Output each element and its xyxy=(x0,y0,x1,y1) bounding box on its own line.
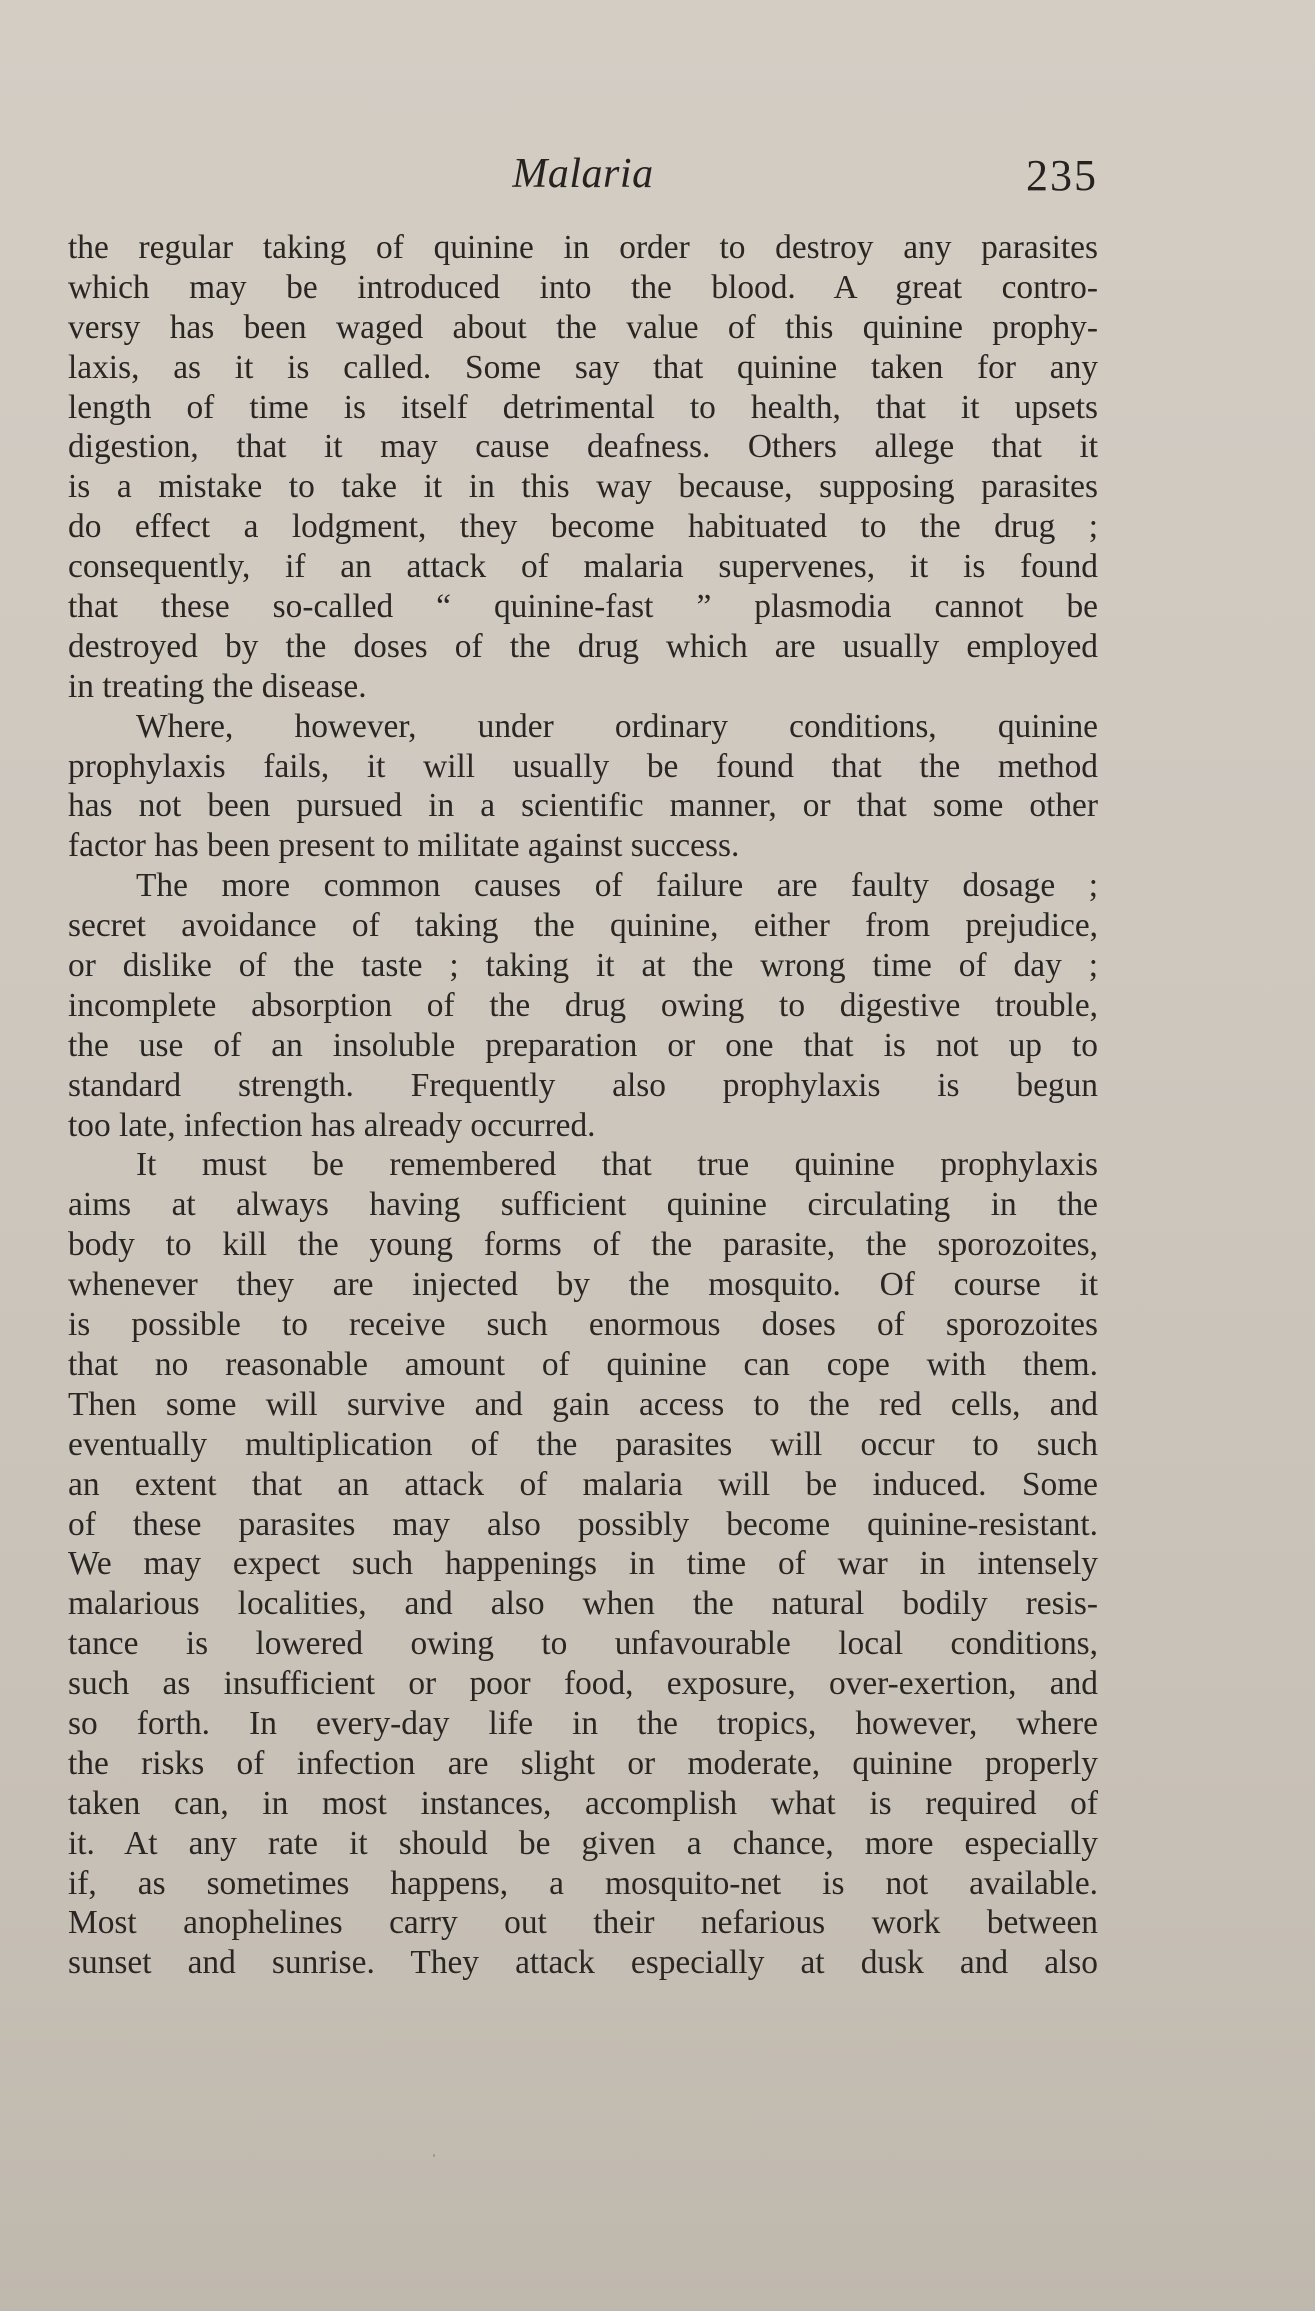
text-line: factor has been present to militate against success. xyxy=(68,827,740,865)
text-line: the use of an insoluble preparation or one that is not up to xyxy=(68,1026,1098,1064)
text-line: digestion, that it may cause deafness. Others allege that it xyxy=(68,428,1098,466)
running-title: Malaria xyxy=(512,151,654,197)
text-line: that these so-called “ quinine-fast ” plasmodia cannot be xyxy=(68,588,1098,626)
text-line: versy has been waged about the value of this quinine prophy- xyxy=(68,308,1098,346)
text-line: or dislike of the taste ; taking it at the wrong time of day ; xyxy=(68,947,1098,985)
text-line: prophylaxis fails, it will usually be found that the method xyxy=(68,747,1098,785)
text-line: We may expect such happenings in time of war in intensely xyxy=(68,1545,1098,1583)
text-line: standard strength. Frequently also prophylaxis is begun xyxy=(68,1066,1098,1104)
text-line: laxis, as it is called. Some say that quinine taken for any xyxy=(68,348,1098,386)
text-line: destroyed by the doses of the drug which are usually employed xyxy=(68,627,1098,665)
text-line: in treating the disease. xyxy=(68,667,367,705)
text-line: so forth. In every-day life in the tropics, however, where xyxy=(68,1704,1098,1742)
text-line: too late, infection has already occurred. xyxy=(68,1106,596,1144)
text-line: is possible to receive such enormous doses of sporozoites xyxy=(68,1306,1098,1344)
text-line: taken can, in most instances, accomplish what is required of xyxy=(68,1784,1098,1822)
text-line: such as insufficient or poor food, exposure, over-exertion, and xyxy=(68,1665,1098,1703)
text-line: the regular taking of quinine in order to destroy any parasites xyxy=(68,229,1098,266)
body-text xyxy=(68,228,1098,1983)
paragraph-first-line: Where, however, under ordinary conditions, quinine xyxy=(136,707,1098,745)
text-line: secret avoidance of taking the quinine, either from prejudice, xyxy=(68,907,1098,945)
text-line: the risks of infection are slight or moderate, quinine properly xyxy=(68,1744,1098,1782)
text-line: body to kill the young forms of the parasite, the sporozoites, xyxy=(68,1226,1098,1264)
text-line: length of time is itself detrimental to health, that it upsets xyxy=(68,388,1098,426)
text-line: if, as sometimes happens, a mosquito-net is not available. xyxy=(68,1864,1098,1902)
running-head xyxy=(68,150,1098,210)
text-line: sunset and sunrise. They attack especially at dusk and also xyxy=(68,1944,1098,1982)
text-line: do effect a lodgment, they become habituated to the drug ; xyxy=(68,508,1098,546)
paragraph-first-line: It must be remembered that true quinine prophylaxis xyxy=(136,1146,1098,1184)
text-line: has not been pursued in a scientific manner, or that some other xyxy=(68,787,1098,825)
text-line: is a mistake to take it in this way because, supposing parasites xyxy=(68,468,1098,506)
text-line: Then some will survive and gain access to the red cells, and xyxy=(68,1385,1098,1423)
text-line: eventually multiplication of the parasites will occur to such xyxy=(68,1425,1098,1463)
page-number: 235 xyxy=(1026,151,1098,200)
text-line: of these parasites may also possibly become quinine-resistant. xyxy=(68,1505,1098,1543)
text-line: whenever they are injected by the mosquito. Of course it xyxy=(68,1266,1098,1304)
text-line: that no reasonable amount of quinine can cope with them. xyxy=(68,1345,1098,1383)
text-line: Most anophelines carry out their nefarious work between xyxy=(68,1904,1098,1942)
paper-speck xyxy=(433,2154,435,2157)
text-line: aims at always having sufficient quinine circulating in the xyxy=(68,1186,1098,1224)
text-line: tance is lowered owing to unfavourable local conditions, xyxy=(68,1625,1098,1663)
paragraph-first-line: The more common causes of failure are faulty dosage ; xyxy=(136,867,1098,905)
text-line: malarious localities, and also when the natural bodily resis- xyxy=(68,1585,1098,1623)
text-line: an extent that an attack of malaria will be induced. Some xyxy=(68,1465,1098,1503)
text-line: consequently, if an attack of malaria supervenes, it is found xyxy=(68,548,1098,586)
text-line: which may be introduced into the blood. A great contro- xyxy=(68,268,1098,306)
text-line: incomplete absorption of the drug owing to digestive trouble, xyxy=(68,986,1098,1024)
text-line: it. At any rate it should be given a chance, more especially xyxy=(68,1824,1098,1862)
